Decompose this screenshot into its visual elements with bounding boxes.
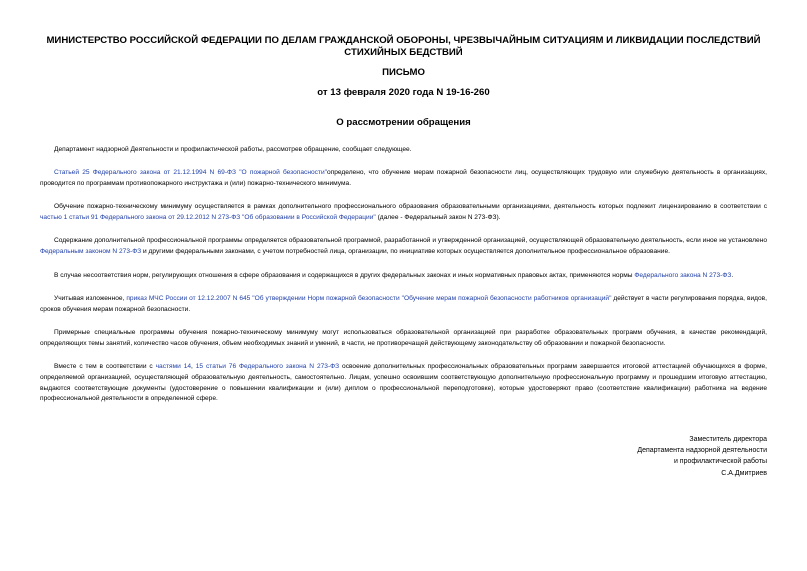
signature-department: Департамента надзорной деятельности [637,447,767,455]
signature-department-cont: и профилактической работы [673,458,767,466]
paragraph-8-text-1: Вместе с тем в соответствии с [54,363,156,371]
article-76-part-14-link[interactable]: частями 14 [155,363,192,371]
paragraph-6-text-1: Учитывая изложенное, [54,294,127,302]
ministry-heading: МИНИСТЕРСТВО РОССИЙСКОЙ ФЕДЕРАЦИИ ПО ДЕЛАМ ГРАЖДАНСКОЙ ОБОРОНЫ, ЧРЕЗВЫЧАЙНЫМ СИТУАЦИЯМ И ЛИКВИДАЦИИ ПОСЛЕДСТВИЙ СТИХИЙНЫХ БЕДСТВИЙ [46,35,761,58]
paragraph-8-separator: , [191,363,196,371]
paragraph-6 [40,294,767,316]
law-69-fz-link[interactable]: Статьей 25 Федерального закона от 21.12.1994 N 69-ФЗ "О пожарной безопасности" [54,169,327,177]
law-273-fz-article-91-link[interactable]: частью 1 статьи 91 Федерального закона от 29.12.2012 N 273-ФЗ "Об образовании в Российской Федерации" [40,214,376,222]
paragraph-8 [40,362,767,405]
order-645-link[interactable]: приказ МЧС России от 12.12.2007 N 645 "Об утверждении Норм пожарной безопасности "Обучение мерам пожарной безопасности работников организаций" [126,294,612,302]
paragraph-3-text-1: Обучение пожарно-техническому минимуму осуществляется в рамках дополнительного профессионального образования образовательными организациями, деятельность которых подлежит лицензированию в соответствии с [54,203,767,211]
document-type: ПИСЬМО [382,67,425,78]
paragraph-3-text-2: (далее - Федеральный закон N 273-ФЗ). [375,214,501,222]
paragraph-1: Департамент надзорной Деятельности и профилактической работы, рассмотрев обращение, сообщает следующее. [54,146,412,153]
paragraph-2-text: определено, что обучение мерам пожарной безопасности лиц, осуществляющих трудовую или служебную деятельность в организациях, проводится по программам противопожарного инструктажа и (или) пожарно-технического минимума. [40,169,767,188]
document-subject: О рассмотрении обращения [336,117,471,128]
paragraph-8-text-2: освоение дополнительных профессиональных образовательных программ завершается итоговой аттестацией обучающихся в форме, определяемой организацией, осуществляющей образовательную деятельность, самостоятельно. Лицам, успешно освоившим соответствующую дополнительную профессиональную программу и прошедшим итоговую аттестацию, выдаются соответствующие документы (удостоверение о повышении квалификации и (или) диплом о профессиональной переподготовке), которые удостоверяют право (соответствие квалификации) работника на ведение профессиональной деятельности в определенной сфере. [40,363,768,403]
paragraph-3 [40,202,767,224]
paragraph-6-text-2: действует в части регулирования порядка, видов, сроков обучения мерам пожарной безопасности. [40,294,767,313]
signature-block [637,434,767,479]
law-273-fz-link-2[interactable]: Федерального закона N 273-ФЗ [634,271,732,279]
paragraph-5 [40,271,767,282]
paragraph-4-text-1: Содержание дополнительной профессиональной программы определяется образовательной программой, разработанной и утвержденной организацией, осуществляющей образовательную деятельность, если иное не установлено [54,237,767,245]
paragraph-4-text-2: и другими федеральными законами, с учетом потребностей лица, организации, по инициативе которых осуществляется дополнительное профессиональное образование. [141,248,670,256]
document-date-number: от 13 февраля 2020 года N 19-16-260 [317,87,490,98]
paragraph-7: Примерные специальные программы обучения пожарно-техническому минимуму могут использоваться образовательной организацией при разработке образовательных программ обучения, в качестве рекомендаций, определяющих темы занятий, количество часов обучения, объем необходимых знаний и умений, в части, не противоречащей действующему законодательству об образовании и пожарной безопасности. [40,328,767,347]
letter-body [40,145,767,418]
paragraph-5-text-1: В случае несоответствия норм, регулирующих отношения в сфере образования и содержащихся в других федеральных законах и иных нормативных правовых актах, применяются нормы [54,271,635,279]
paragraph-2 [40,168,767,190]
paragraph-5-text-2: . [731,271,734,279]
paragraph-4 [40,236,767,258]
signature-name: С.А.Дмитриев [721,469,767,477]
law-273-fz-link[interactable]: Федеральным законом N 273-ФЗ [40,248,142,256]
article-76-part-15-link[interactable]: 15 статьи 76 Федерального закона N 273-ФЗ [195,363,340,371]
signature-position: Заместитель директора [689,436,767,443]
